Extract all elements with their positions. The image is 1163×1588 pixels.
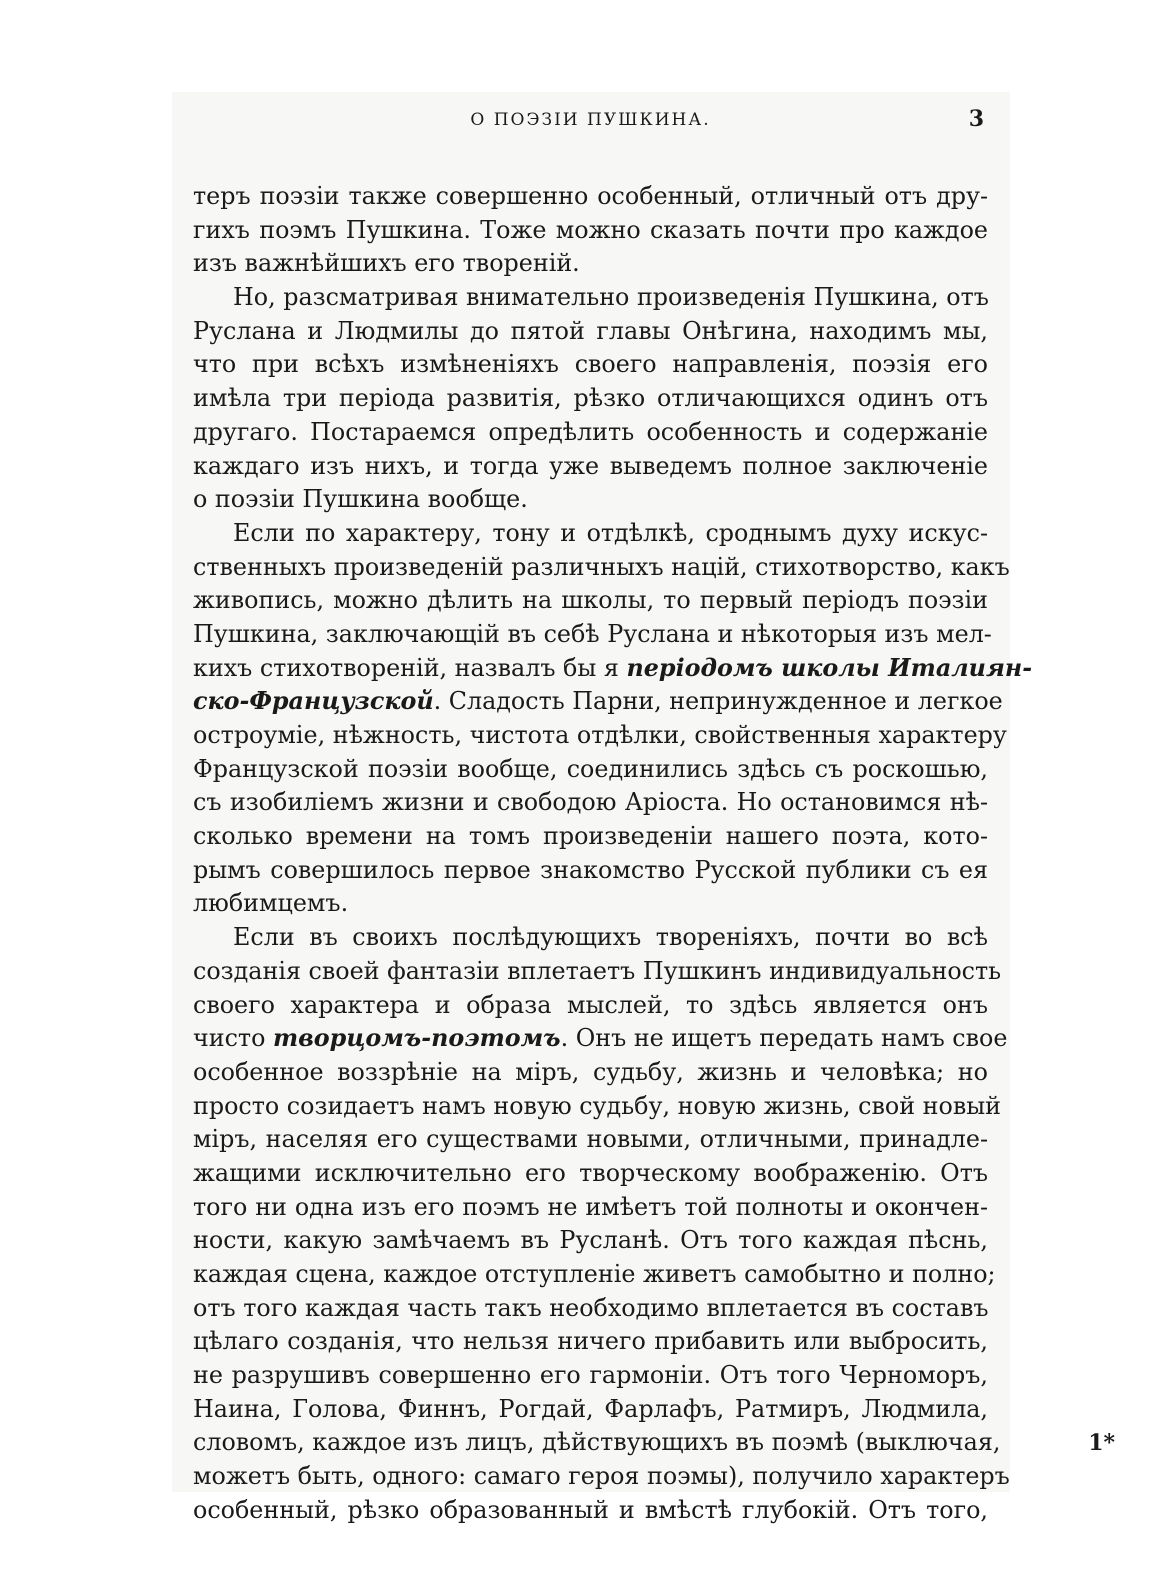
text-line <box>193 1022 1008 1056</box>
text-line: остроуміе, нѣжность, чистота отдѣлки, свойственныя характеру <box>193 721 1007 749</box>
text-line: того ни одна изъ его поэмъ не имѣетъ той полноты и окончен- <box>193 1192 988 1221</box>
text-line: просто созидаетъ намъ новую судьбу, новую жизнь, свой новый <box>193 1091 1002 1120</box>
text-line: цѣлаго созданія, что нельзя ничего прибавить или выбросить, <box>193 1327 988 1356</box>
page-number: 3 <box>968 106 984 132</box>
text-run: . Сладость Парни, непринужденное и легкое <box>433 687 1003 716</box>
emphasis-text: творцомъ-поэтомъ <box>273 1024 561 1053</box>
text-line: ственныхъ произведеній различныхъ націй, стихотворство, какъ <box>193 552 1010 581</box>
text-line: Если въ своихъ послѣдующихъ твореніяхъ, почти во всѣ <box>233 923 988 952</box>
text-line: созданія своей фантазіи вплетаетъ Пушкинъ индивидуальность <box>193 956 1002 985</box>
emphasis-text: ско-Французской <box>193 687 434 716</box>
text-line: что при всѣхъ измѣненіяхъ своего направленія, поэзія его <box>193 350 988 379</box>
text-line: каждая сцена, каждое отступленіе живетъ самобытно и полно; <box>193 1260 996 1288</box>
text-line: можетъ быть, одного: самаго героя поэмы), получило характеръ <box>193 1462 1010 1491</box>
text-run: . Онъ не ищетъ передать намъ свое <box>560 1024 1008 1053</box>
signature-mark: 1* <box>1088 1430 1115 1456</box>
text-line: Если по характеру, тону и отдѣлкѣ, сроднымъ духу искус- <box>233 518 988 547</box>
body-text <box>193 180 1033 1528</box>
book-page <box>193 106 1033 1528</box>
text-line: съ изобиліемъ жизни и свободою Аріоста. Но остановимся нѣ- <box>193 788 988 817</box>
text-line: имѣла три періода развитія, рѣзко отличающихся одинъ отъ <box>193 384 988 413</box>
text-line: особенный, рѣзко образованный и вмѣстѣ глубокій. Отъ того, <box>193 1495 988 1524</box>
emphasis-text: періодомъ школы Италиян- <box>626 653 1033 682</box>
text-line: отъ того каждая часть такъ необходимо вплетается въ составъ <box>193 1293 989 1322</box>
text-line <box>193 652 1033 686</box>
text-line: о поэзіи Пушкина вообще. <box>193 485 528 514</box>
text-line: ности, какую замѣчаемъ въ Русланѣ. Отъ того каждая пѣснь, <box>193 1226 988 1255</box>
text-run: кихъ стихотвореній, назвалъ бы я <box>193 653 619 682</box>
text-line: другаго. Постараемся опредѣлить особенность и содержаніе <box>193 417 988 446</box>
text-line: теръ поэзіи также совершенно особенный, отличный отъ дру- <box>193 182 988 210</box>
text-line: міръ, населяя его существами новыми, отличными, принадле- <box>193 1125 988 1154</box>
text-line: любимцемъ. <box>193 889 349 918</box>
text-line: Наина, Голова, Финнъ, Рогдай, Фарлафъ, Ратмиръ, Людмила, <box>193 1394 988 1423</box>
text-line: Французской поэзіи вообще, соединились здѣсь съ роскошью, <box>193 754 988 783</box>
text-line: словомъ, каждое изъ лицъ, дѣйствующихъ въ поэмѣ (выключая, <box>193 1428 1001 1457</box>
text-run: чисто <box>193 1024 266 1053</box>
text-line: изъ важнѣйшихъ его твореній. <box>193 249 580 278</box>
running-head <box>193 106 988 146</box>
text-line: Но, разсматривая внимательно произведенія Пушкина, отъ <box>233 283 989 312</box>
text-line: Руслана и Людмилы до пятой главы Онѣгина, находимъ мы, <box>193 316 988 345</box>
text-line <box>193 685 1003 719</box>
text-line: живопись, можно дѣлить на школы, то первый періодъ поэзіи <box>193 586 988 615</box>
text-line: рымъ совершилось первое знакомство Русской публики съ ея <box>193 855 988 884</box>
text-line: сколько времени на томъ произведеніи нашего поэта, кото- <box>193 822 988 851</box>
text-line: жащими исключительно его творческому воображенію. Отъ <box>193 1158 988 1187</box>
text-line: своего характера и образа мыслей, то здѣсь является онъ <box>193 990 988 1019</box>
running-title: О ПОЭЗІИ ПУШКИНА. <box>470 110 711 130</box>
text-line: не разрушивъ совершенно его гармоніи. Отъ того Черноморъ, <box>193 1361 988 1390</box>
text-line: особенное воззрѣніе на міръ, судьбу, жизнь и человѣка; но <box>193 1057 988 1086</box>
text-line: Пушкина, заключающій въ себѣ Руслана и нѣкоторыя изъ мел- <box>193 619 992 648</box>
text-line: гихъ поэмъ Пушкина. Тоже можно сказать почти про каждое <box>193 215 988 244</box>
text-line: каждаго изъ нихъ, и тогда уже выведемъ полное заключеніе <box>193 451 988 480</box>
